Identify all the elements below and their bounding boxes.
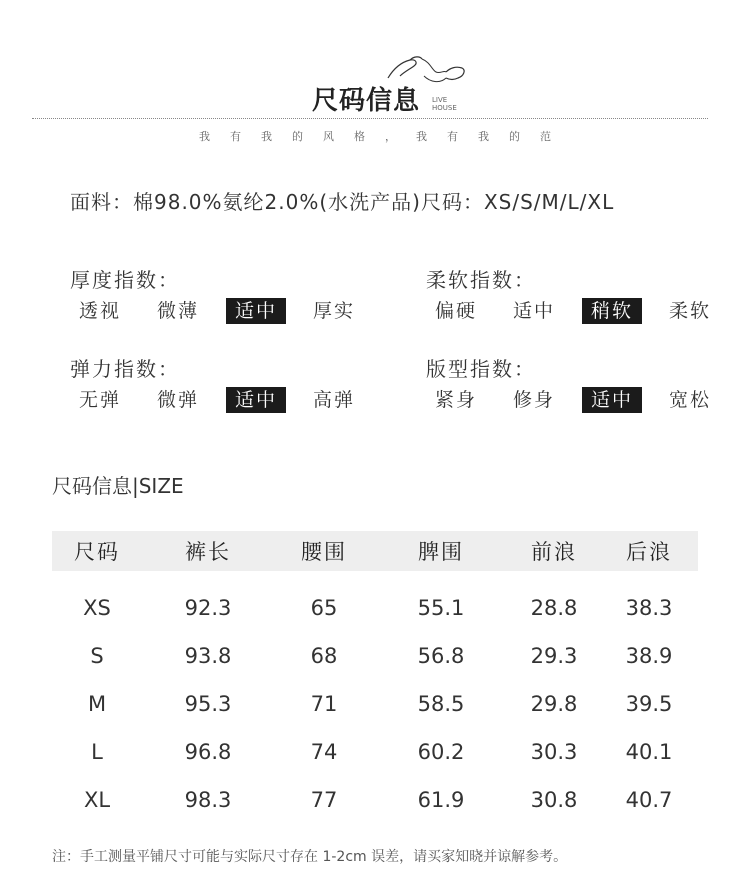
- index-option: 透视: [79, 300, 122, 322]
- index-option-selected: 适中: [226, 298, 286, 324]
- table-header: [52, 531, 698, 571]
- table-row: [52, 632, 698, 680]
- page-title: 尺码信息: [312, 86, 421, 116]
- table-cell: 38.9: [625, 644, 673, 668]
- index-option: 柔软: [669, 300, 712, 322]
- index-option-selected: 适中: [226, 387, 286, 413]
- table-cell: XL: [83, 788, 111, 812]
- table-cell: L: [91, 740, 103, 764]
- table-cell: 96.8: [184, 740, 232, 764]
- table-cell: 92.3: [184, 596, 232, 620]
- table-cell: M: [87, 692, 107, 716]
- slogan: 我 有 我 的 风 格 ， 我 有 我 的 范: [199, 130, 551, 143]
- elasticity-index: [70, 353, 382, 413]
- table-row: [52, 776, 698, 824]
- table-row: [52, 728, 698, 776]
- table-row: [52, 584, 698, 632]
- index-option: 宽松: [669, 389, 712, 411]
- table-cell: 39.5: [625, 692, 673, 716]
- table-cell: 28.8: [530, 596, 578, 620]
- measurement-note: 注：手工测量平铺尺寸可能与实际尺寸存在 1-2cm 误差，请买家知晓并谅解参考。: [52, 849, 568, 865]
- table-cell: 30.8: [530, 788, 578, 812]
- index-option: 偏硬: [435, 300, 478, 322]
- column-header: 后浪: [626, 540, 672, 564]
- size-table: [52, 531, 698, 824]
- fabric-info: 面料：棉98.0%氨纶2.0%(水洗产品)尺码：XS/S/M/L/XL: [70, 190, 615, 214]
- table-cell: 98.3: [184, 788, 232, 812]
- table-cell: 74: [310, 740, 338, 764]
- fit-index: [426, 353, 738, 413]
- index-option: 适中: [513, 300, 556, 322]
- table-row: [52, 680, 698, 728]
- table-cell: 95.3: [184, 692, 232, 716]
- brand-mark: LIVE HOUSE: [432, 96, 457, 112]
- table-cell: 40.1: [625, 740, 673, 764]
- column-header: 脾围: [418, 540, 464, 564]
- table-cell: 40.7: [625, 788, 673, 812]
- table-cell: 93.8: [184, 644, 232, 668]
- table-cell: 68: [310, 644, 338, 668]
- index-label: 弹力指数：: [70, 357, 180, 381]
- index-label: 柔软指数：: [426, 268, 536, 292]
- index-option: 厚实: [313, 300, 356, 322]
- column-header: 尺码: [74, 540, 120, 564]
- table-cell: S: [90, 644, 104, 668]
- table-cell: 30.3: [530, 740, 578, 764]
- table-cell: 29.8: [530, 692, 578, 716]
- table-cell: XS: [83, 596, 111, 620]
- index-option: 无弹: [79, 389, 122, 411]
- table-cell: 55.1: [417, 596, 465, 620]
- index-option: 紧身: [435, 389, 478, 411]
- table-cell: 65: [310, 596, 338, 620]
- dotted-divider: [32, 118, 708, 119]
- softness-index: [426, 264, 738, 324]
- table-cell: 71: [310, 692, 338, 716]
- table-cell: 60.2: [417, 740, 465, 764]
- table-cell: 56.8: [417, 644, 465, 668]
- table-cell: 38.3: [625, 596, 673, 620]
- index-option: 修身: [513, 389, 556, 411]
- column-header: 裤长: [185, 540, 231, 564]
- index-option: 微薄: [157, 300, 200, 322]
- index-label: 厚度指数：: [70, 268, 180, 292]
- column-header: 前浪: [531, 540, 577, 564]
- table-cell: 77: [310, 788, 338, 812]
- size-heading: 尺码信息|SIZE: [52, 474, 184, 498]
- table-cell: 58.5: [417, 692, 465, 716]
- table-cell: 61.9: [417, 788, 465, 812]
- index-option-selected: 稍软: [582, 298, 642, 324]
- index-option-selected: 适中: [582, 387, 642, 413]
- table-cell: 29.3: [530, 644, 578, 668]
- column-header: 腰围: [301, 540, 347, 564]
- index-option: 微弹: [157, 389, 200, 411]
- thickness-index: [70, 264, 382, 324]
- index-label: 版型指数：: [426, 357, 536, 381]
- index-option: 高弹: [313, 389, 356, 411]
